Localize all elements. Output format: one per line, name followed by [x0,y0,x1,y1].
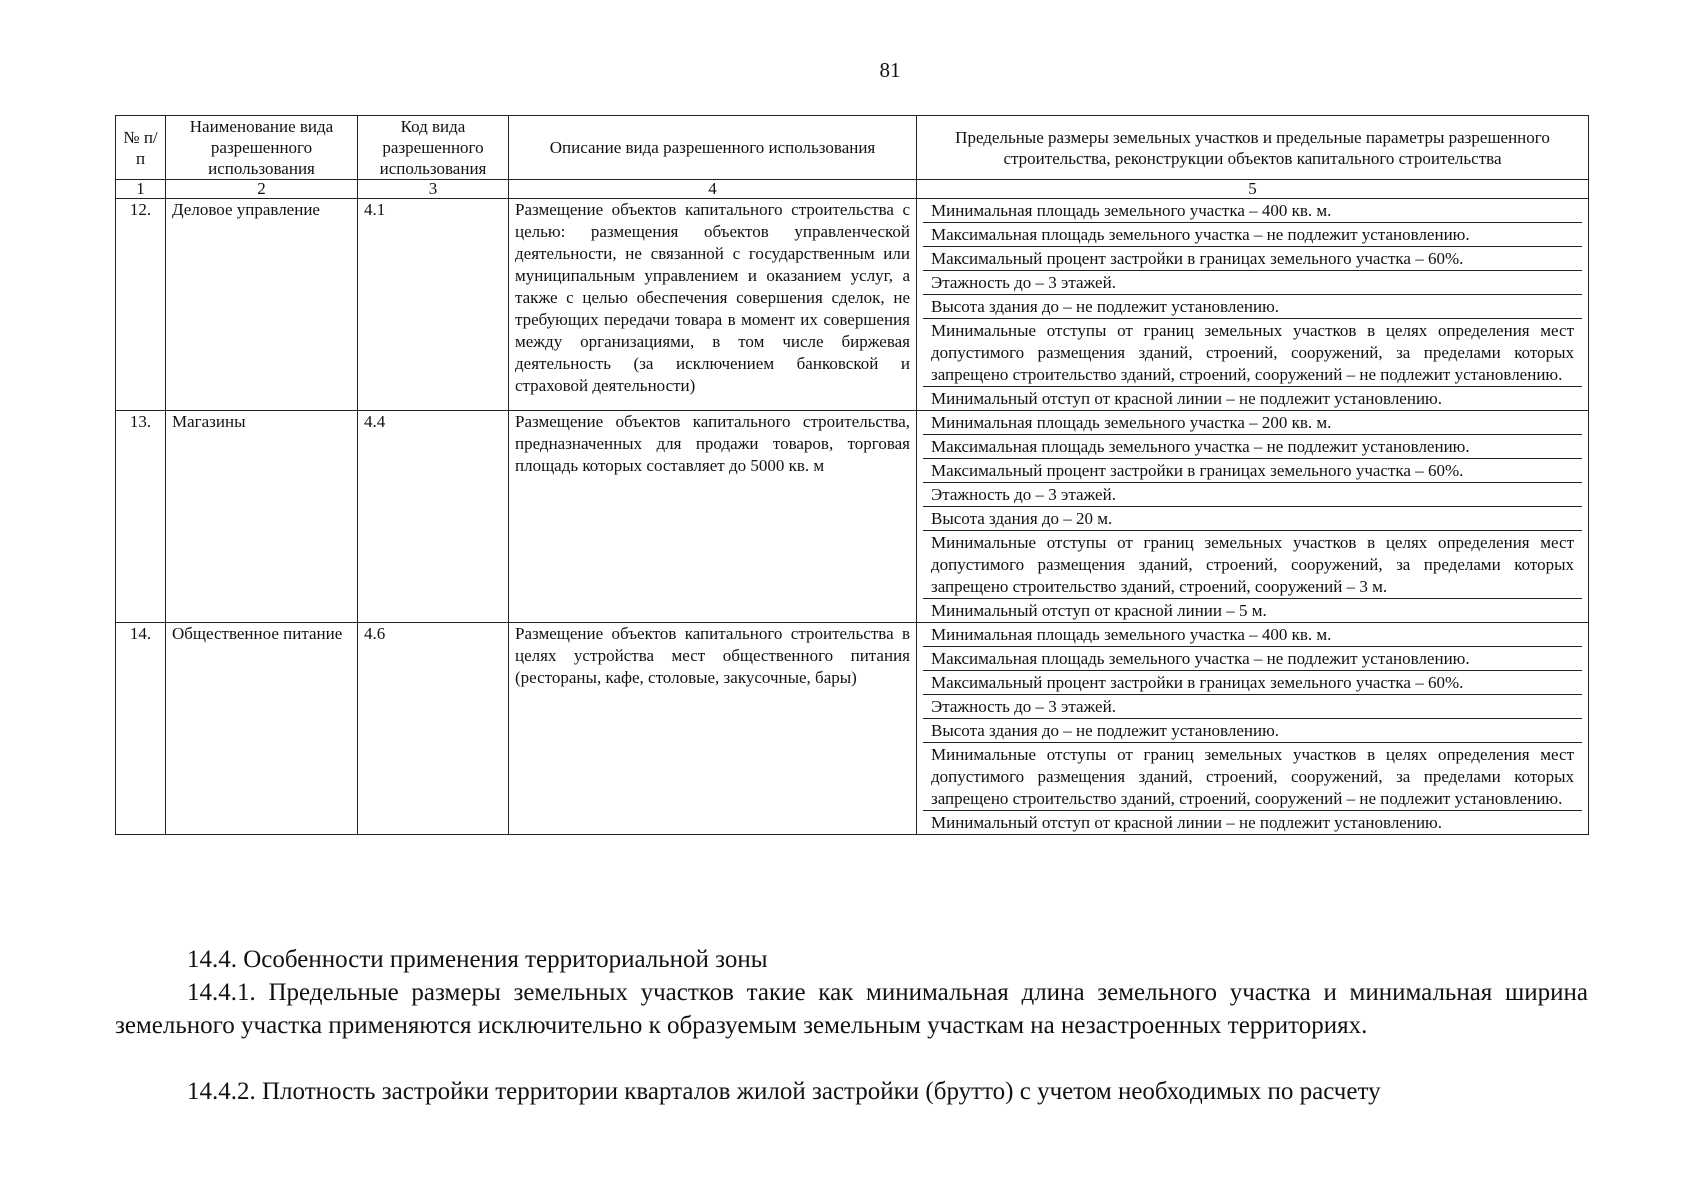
section-heading [115,943,1588,976]
use-params [917,411,1589,623]
param-item: Высота здания до – не подлежит установлению. [923,295,1582,319]
header-number: № п/п [116,116,166,180]
row-number: 13. [116,411,166,623]
param-item: Этажность до – 3 этажей. [923,695,1582,719]
param-item: Высота здания до – 20 м. [923,507,1582,531]
column-number: 1 [116,180,166,199]
param-item: Минимальный отступ от красной линии – не подлежит установлению. [931,813,1442,832]
param-item: Минимальная площадь земельного участка – 400 кв. м. [923,199,1582,223]
param-item: Высота здания до – не подлежит установлению. [923,719,1582,743]
table-row [116,411,1589,623]
use-name: Магазины [166,411,358,623]
param-item: Максимальная площадь земельного участка – не подлежит установлению. [923,647,1582,671]
use-name: Общественное питание [166,623,358,835]
param-item: Минимальная площадь земельного участка – 400 кв. м. [923,623,1582,647]
use-description: Размещение объектов капитального строительства в целях устройства мест общественного питания (рестораны, кафе, столовые, закусочные, бары) [509,623,917,835]
header-description: Описание вида разрешенного использования [509,116,917,180]
param-item: Минимальные отступы от границ земельных участков в целях определения мест допустимого размещения зданий, строений, сооружений, за пределами которых запрещено строительство зданий, строений, сооружений – 3 м. [923,531,1582,599]
param-item: Минимальные отступы от границ земельных участков в целях определения мест допустимого размещения зданий, строений, сооружений, за пределами которых запрещено строительство зданий, строений, сооружений – не подлежит установлению. [923,743,1582,811]
param-item: Минимальный отступ от красной линии – не подлежит установлению. [931,389,1442,408]
column-number: 5 [917,180,1589,199]
param-item: Максимальный процент застройки в границах земельного участка – 60%. [923,459,1582,483]
header-params: Предельные размеры земельных участков и предельные параметры разрешенного строительства, реконструкции объектов капитального строительства [917,116,1589,180]
row-number: 14. [116,623,166,835]
column-number: 4 [509,180,917,199]
page-number: 81 [879,58,901,82]
table-row [116,623,1589,835]
section-heading-text: 14.4. Особенности применения территориальной зоны [187,946,768,973]
column-number-row [116,180,1589,199]
param-item: Максимальный процент застройки в границах земельного участка – 60%. [923,247,1582,271]
header-row [116,116,1589,180]
param-item: Максимальная площадь земельного участка – не подлежит установлению. [923,223,1582,247]
header-name: Наименование вида разрешенного использования [166,116,358,180]
use-name: Деловое управление [166,199,358,411]
paragraph-1-text: 14.4.1. Предельные размеры земельных участков такие как минимальная длина земельного участка и минимальная ширина земельного участка применяются исключительно к образуемым земельным участкам на незастроенных территориях. [115,979,1588,1039]
param-item: Минимальный отступ от красной линии – 5 м. [931,601,1267,620]
land-use-table [115,115,1589,835]
use-params [917,199,1589,411]
use-code: 4.4 [358,411,509,623]
column-number: 3 [358,180,509,199]
param-item: Минимальная площадь земельного участка – 200 кв. м. [923,411,1582,435]
paragraph-1 [115,976,1588,1042]
param-item: Максимальная площадь земельного участка – не подлежит установлению. [923,435,1582,459]
param-item: Этажность до – 3 этажей. [923,483,1582,507]
use-description: Размещение объектов капитального строительства с целью: размещения объектов управленческой деятельности, не связанной с государственным или муниципальным управлением и оказанием услуг, а также с целью обеспечения совершения сделок, не требующих передачи товара в момент их совершения между организациями, в том числе биржевая деятельность (за исключением банковской и страховой деятельности) [509,199,917,411]
header-code: Код вида разрешенного использования [358,116,509,180]
paragraph-2-text: 14.4.2. Плотность застройки территории кварталов жилой застройки (брутто) с учетом необходимых по расчету [187,1078,1381,1105]
param-item: Этажность до – 3 этажей. [923,271,1582,295]
column-number: 2 [166,180,358,199]
param-item: Минимальные отступы от границ земельных участков в целях определения мест допустимого размещения зданий, строений, сооружений, за пределами которых запрещено строительство зданий, строений, сооружений – не подлежит установлению. [923,319,1582,387]
param-item: Максимальный процент застройки в границах земельного участка – 60%. [923,671,1582,695]
row-number: 12. [116,199,166,411]
table-row [116,199,1589,411]
use-code: 4.6 [358,623,509,835]
use-description: Размещение объектов капитального строительства, предназначенных для продажи товаров, торговая площадь которых составляет до 5000 кв. м [509,411,917,623]
use-params [917,623,1589,835]
use-code: 4.1 [358,199,509,411]
paragraph-2 [115,1075,1588,1108]
